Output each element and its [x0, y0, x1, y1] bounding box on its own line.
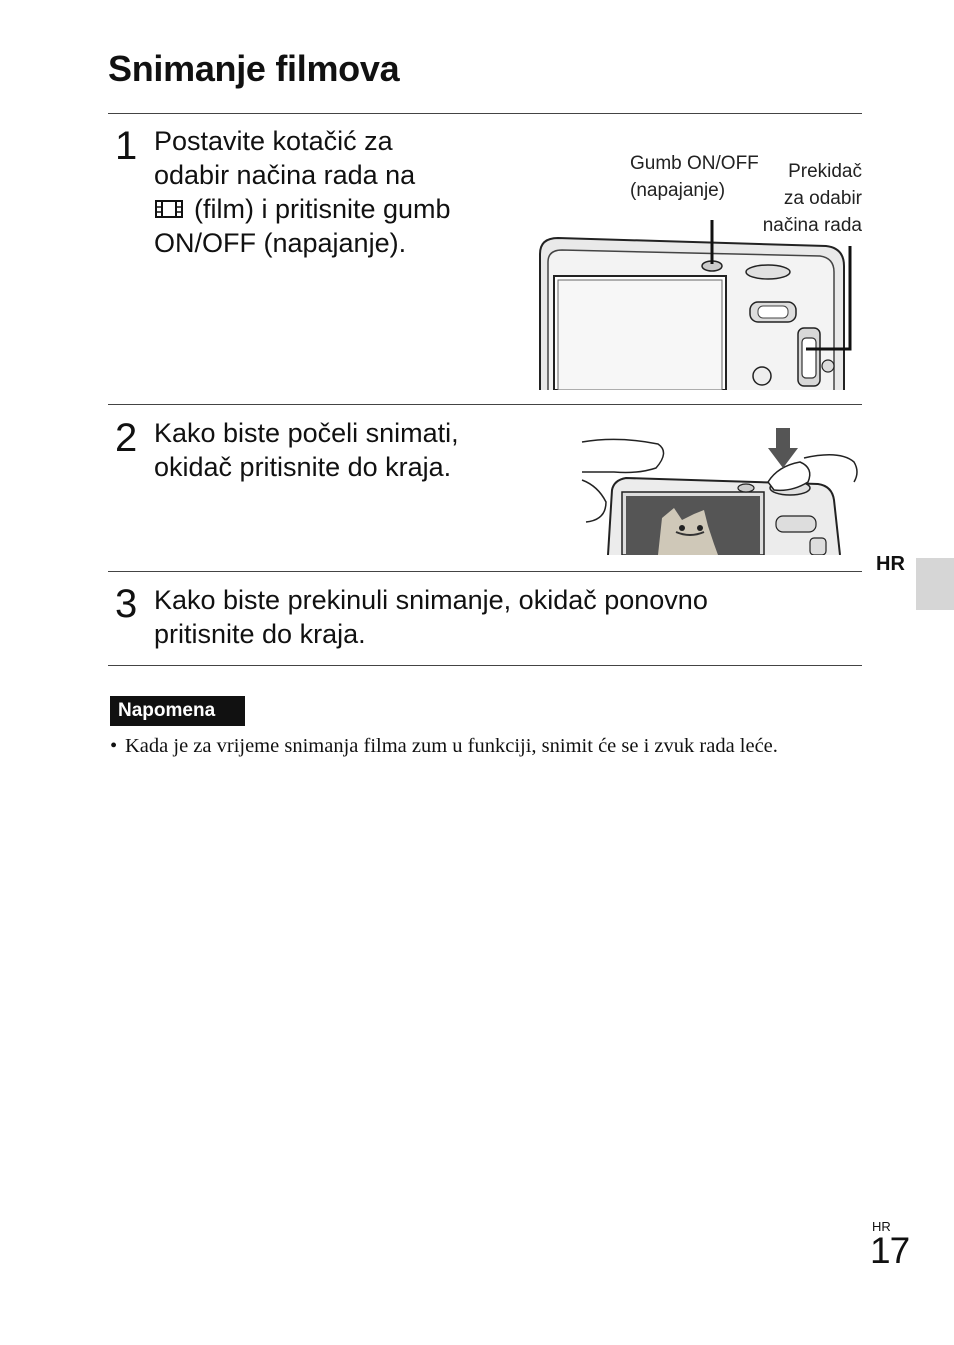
- step-1-text: [154, 124, 451, 260]
- note-text-block: [110, 733, 850, 760]
- power-button-label-1: Gumb ON/OFF: [630, 153, 759, 174]
- step-1-line-2: odabir načina rada na: [154, 160, 416, 190]
- film-mode-icon: [154, 194, 184, 216]
- step-1-number: 1: [115, 124, 138, 168]
- page-language-marker: HR: [872, 1219, 891, 1234]
- step-2-number: 2: [115, 416, 138, 460]
- step-3-line-2: pritisnite do kraja.: [154, 619, 366, 649]
- camera-back-illustration: [536, 206, 862, 390]
- section-divider: [108, 113, 862, 114]
- section-end-divider: [108, 665, 862, 666]
- page-number: 17: [870, 1230, 910, 1271]
- language-side-label: HR: [876, 553, 905, 575]
- note-bullet: •: [110, 735, 118, 757]
- step-3-text: [154, 583, 708, 651]
- step-2-text: [154, 416, 459, 484]
- step-3-line-1: Kako biste prekinuli snimanje, okidač ponovno: [154, 585, 708, 615]
- step-divider-1: [108, 404, 862, 405]
- page-title: Snimanje filmova: [108, 48, 400, 89]
- shutter-press-illustration: [578, 422, 862, 555]
- step-3-number: 3: [115, 582, 138, 626]
- mode-switch-label-3: načina rada: [762, 215, 862, 236]
- step-2-line-2: okidač pritisnite do kraja.: [154, 452, 452, 482]
- step-1-line-1: Postavite kotačić za: [154, 126, 393, 156]
- mode-switch-label-2: za odabir: [783, 188, 862, 209]
- note-text: Kada je za vrijeme snimanja filma zum u funkciji, snimit će se i zvuk rada leće.: [125, 735, 778, 757]
- step-divider-2: [108, 571, 862, 572]
- power-button-label-2: (napajanje): [630, 180, 726, 201]
- language-side-tab: [916, 558, 954, 610]
- step-1-line-3: (film) i pritisnite gumb: [194, 194, 451, 224]
- step-2-line-1: Kako biste počeli snimati,: [154, 418, 459, 448]
- step-1-line-3-wrap: [154, 192, 451, 226]
- mode-switch-label-1: Prekidač: [788, 161, 862, 182]
- note-badge: Napomena: [110, 696, 245, 726]
- step-1-line-4: ON/OFF (napajanje).: [154, 228, 407, 258]
